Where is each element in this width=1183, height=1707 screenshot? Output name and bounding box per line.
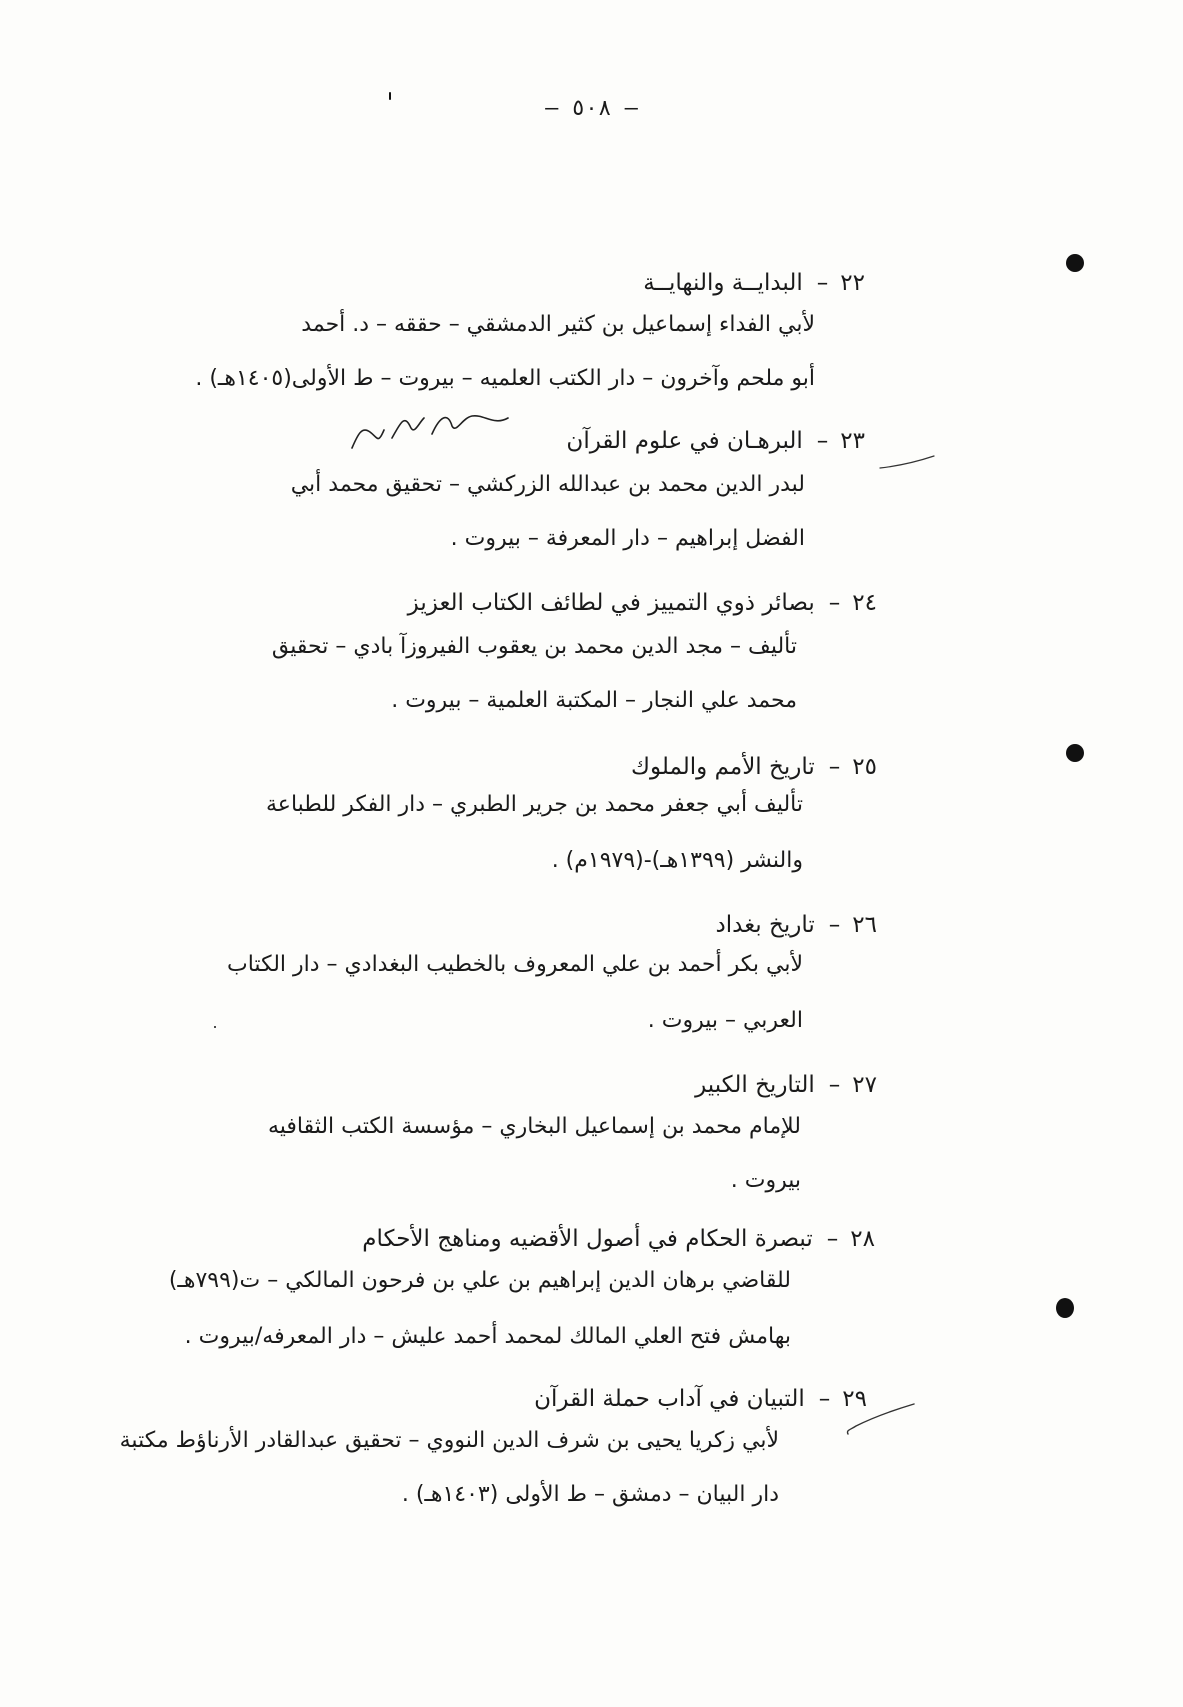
- scan-speck: [389, 92, 391, 100]
- entry-title-text: البرهـان في علوم القرآن: [566, 428, 803, 454]
- entry-line: لأبي بكر أحمد بن علي المعروف بالخطيب البغدادي – دار الكتاب: [227, 952, 803, 977]
- entry-line: للقاضي برهان الدين إبراهيم بن علي بن فرحون المالكي – ت(٧٩٩هـ): [168, 1268, 791, 1293]
- entry-number: ٢٨: [850, 1226, 875, 1252]
- scan-speck: [214, 1026, 216, 1028]
- entry-number: ٢٢: [840, 270, 865, 296]
- entry-line: العربي – بيروت .: [647, 1008, 803, 1033]
- entry-line: لأبي الفداء إسماعيل بن كثير الدمشقي – حققه – د. أحمد: [301, 312, 815, 337]
- entry-line: لبدر الدين محمد بن عبدالله الزركشي – تحقيق محمد أبي: [290, 472, 805, 497]
- entry-title-23: ٢٣–البرهـان في علوم القرآن: [566, 428, 865, 454]
- entry-line: بيروت .: [730, 1168, 801, 1193]
- scan-speck: [1066, 744, 1084, 762]
- entry-number: ٢٩: [842, 1386, 867, 1412]
- entry-title-text: تاريخ بغداد: [715, 912, 815, 938]
- entry-line: لأبي زكريا يحيى بن شرف الدين النووي – تحقيق عبدالقادر الأرناؤط مكتبة: [119, 1428, 779, 1453]
- handwritten-annotation: [348, 404, 518, 452]
- entry-line: الفضل إبراهيم – دار المعرفة – بيروت .: [450, 526, 805, 551]
- entry-title-text: تاريخ الأمم والملوك: [631, 754, 815, 780]
- entry-number: ٢٦: [852, 912, 877, 938]
- scan-speck: [1066, 254, 1084, 272]
- page-number: — ٥٠٨ —: [545, 96, 638, 121]
- entry-line: دار البيان – دمشق – ط الأولى (١٤٠٣هـ) .: [401, 1482, 779, 1507]
- entry-title-text: التبيان في آداب حملة القرآن: [534, 1386, 805, 1412]
- entry-line: محمد علي النجار – المكتبة العلمية – بيروت .: [391, 688, 797, 713]
- entry-title-22: ٢٢–البدايــة والنهايــة: [643, 270, 865, 296]
- entry-title-27: ٢٧–التاريخ الكبير: [695, 1072, 877, 1098]
- entry-line: للإمام محمد بن إسماعيل البخاري – مؤسسة الكتب الثقافيه: [267, 1114, 801, 1139]
- entry-number: ٢٣: [840, 428, 865, 454]
- entry-title-26: ٢٦–تاريخ بغداد: [715, 912, 877, 938]
- scan-speck: [1056, 1298, 1074, 1318]
- entry-line: بهامش فتح العلي المالك لمحمد أحمد عليش – دار المعرفه/بيروت .: [184, 1324, 791, 1349]
- entry-title-24: ٢٤–بصائر ذوي التمييز في لطائف الكتاب العزيز: [407, 590, 877, 616]
- entry-number: ٢٤: [852, 590, 877, 616]
- entry-title-text: تبصرة الحكام في أصول الأقضيه ومناهج الأحكام: [362, 1226, 813, 1252]
- entry-line: أبو ملحم وآخرون – دار الكتب العلميه – بيروت – ط الأولى(١٤٠٥هـ) .: [195, 366, 815, 391]
- entry-number: ٢٧: [852, 1072, 877, 1098]
- entry-title-25: ٢٥–تاريخ الأمم والملوك: [631, 754, 877, 780]
- entry-title-28: ٢٨–تبصرة الحكام في أصول الأقضيه ومناهج الأحكام: [362, 1226, 875, 1252]
- entry-number: ٢٥: [852, 754, 877, 780]
- entry-title-29: ٢٩–التبيان في آداب حملة القرآن: [534, 1386, 867, 1412]
- entry-line: والنشر (١٣٩٩هـ)-(١٩٧٩م) .: [551, 848, 803, 873]
- entry-title-text: بصائر ذوي التمييز في لطائف الكتاب العزيز: [407, 590, 815, 616]
- margin-pen-stroke: [878, 452, 938, 472]
- entry-line: تأليف – مجد الدين محمد بن يعقوب الفيروزآ بادي – تحقيق: [271, 634, 797, 659]
- margin-pen-stroke: [842, 1400, 918, 1440]
- entry-title-text: التاريخ الكبير: [695, 1072, 815, 1098]
- entry-line: تأليف أبي جعفر محمد بن جرير الطبري – دار الفكر للطباعة: [266, 792, 803, 817]
- entry-title-text: البدايــة والنهايــة: [643, 270, 803, 296]
